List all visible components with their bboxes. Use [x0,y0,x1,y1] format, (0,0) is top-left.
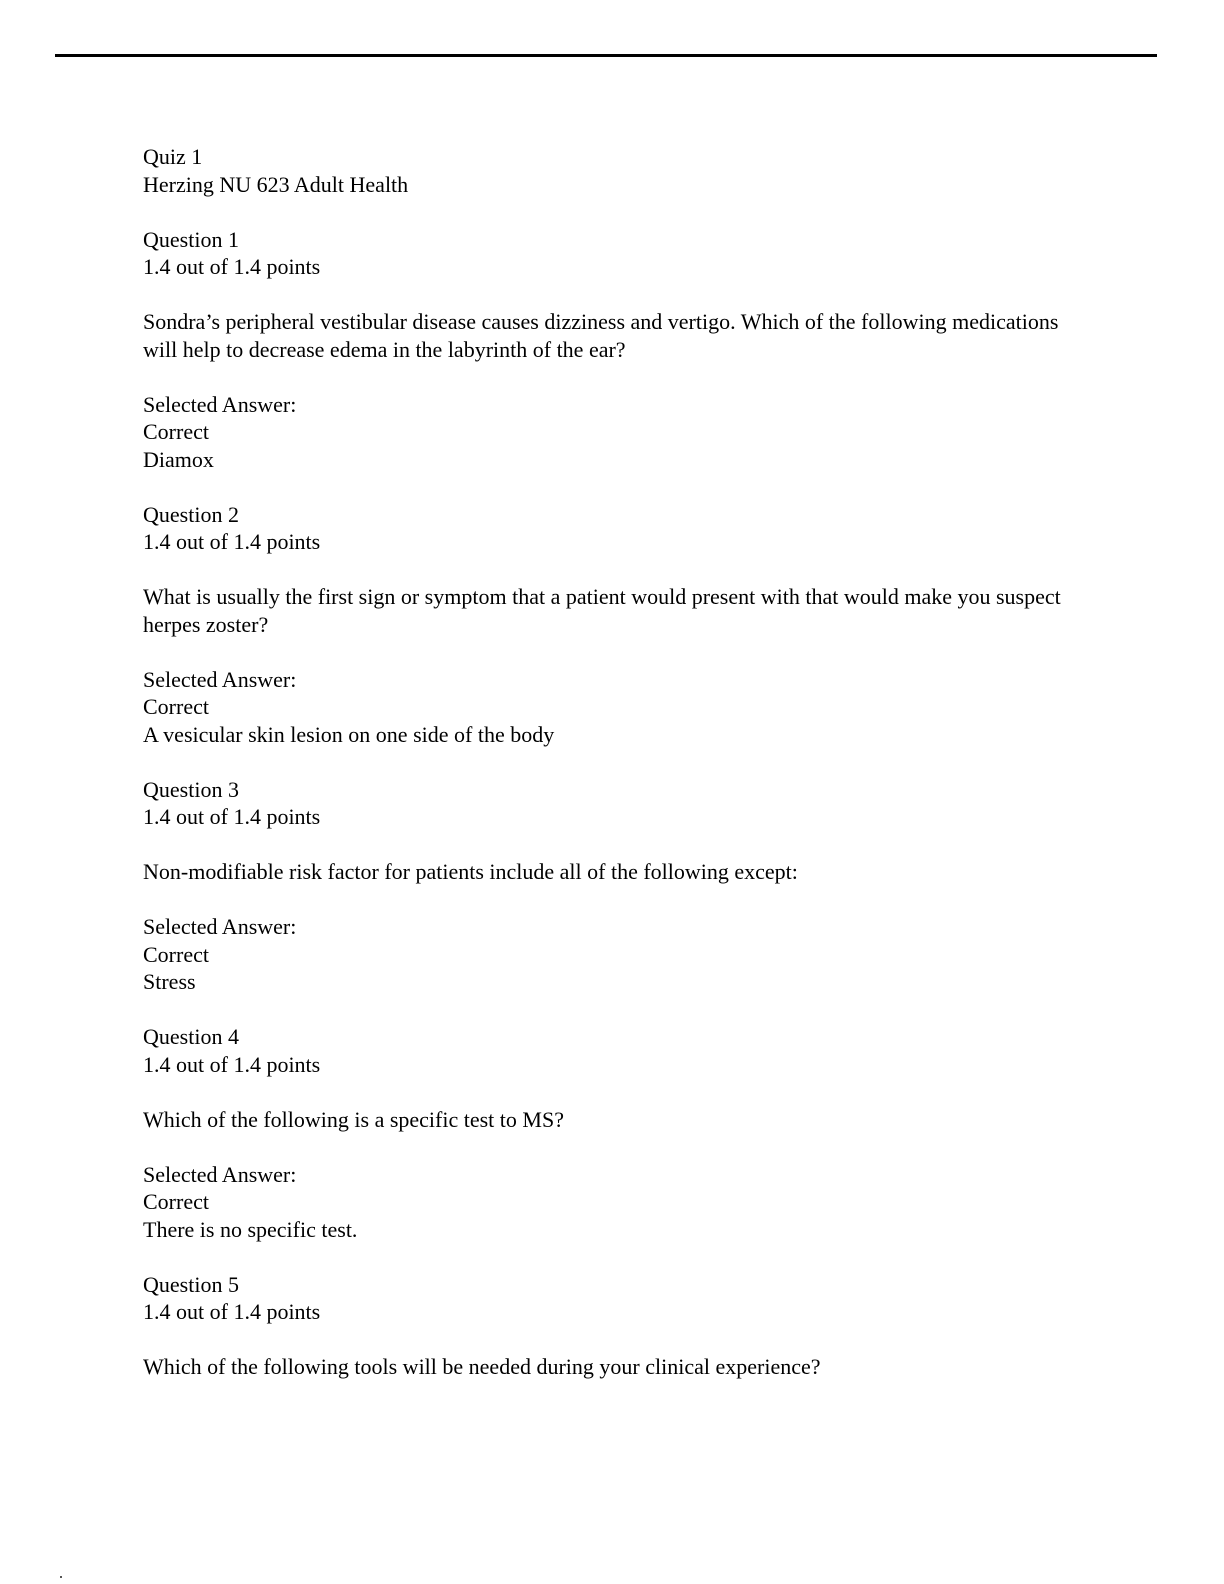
course-name: Herzing NU 623 Adult Health [143,171,409,197]
document-body [143,143,1103,1381]
answer-text: A vesicular skin lesion on one side of the body [143,721,555,747]
selected-answer-label: Selected Answer: [143,1161,297,1187]
question-block-3 [143,776,1103,1024]
question-text: What is usually the first sign or symptom that a patient would present with that would make you suspect herpes zoster? [143,584,1061,637]
question-score: 1.4 out of 1.4 points [143,1299,321,1324]
answer-text: There is no specific test. [143,1216,358,1242]
page-speck [60,1576,62,1578]
answer-status: Correct [143,941,209,967]
answer-status: Correct [143,419,209,444]
answer-status: Correct [143,1189,209,1214]
question-block-4 [143,1023,1103,1271]
question-text: Sondra’s peripheral vestibular disease causes dizziness and vertigo. Which of the following medications will help to decrease edema in the labyrinth of the ear? [143,309,1059,362]
question-score: 1.4 out of 1.4 points [143,1051,321,1077]
question-label: Question 4 [143,1024,239,1049]
question-label: Question 3 [143,776,239,802]
question-block-2 [143,501,1103,776]
selected-answer-label: Selected Answer: [143,914,297,939]
answer-text: Stress [143,969,196,994]
question-score: 1.4 out of 1.4 points [143,529,321,554]
question-block-1 [143,226,1103,501]
question-score: 1.4 out of 1.4 points [143,804,321,829]
question-text: Which of the following tools will be needed during your clinical experience? [143,1354,821,1379]
question-block-5 [143,1271,1103,1381]
question-label: Question 2 [143,501,239,527]
selected-answer-label: Selected Answer: [143,666,297,692]
question-score: 1.4 out of 1.4 points [143,254,321,279]
question-label: Question 1 [143,226,239,252]
answer-text: Diamox [143,446,214,472]
question-label: Question 5 [143,1271,239,1297]
question-text: Which of the following is a specific test to MS? [143,1106,564,1132]
quiz-title: Quiz 1 [143,144,203,169]
selected-answer-label: Selected Answer: [143,391,297,417]
top-horizontal-rule [55,54,1157,57]
answer-status: Correct [143,694,209,719]
question-text: Non-modifiable risk factor for patients include all of the following except: [143,859,798,884]
